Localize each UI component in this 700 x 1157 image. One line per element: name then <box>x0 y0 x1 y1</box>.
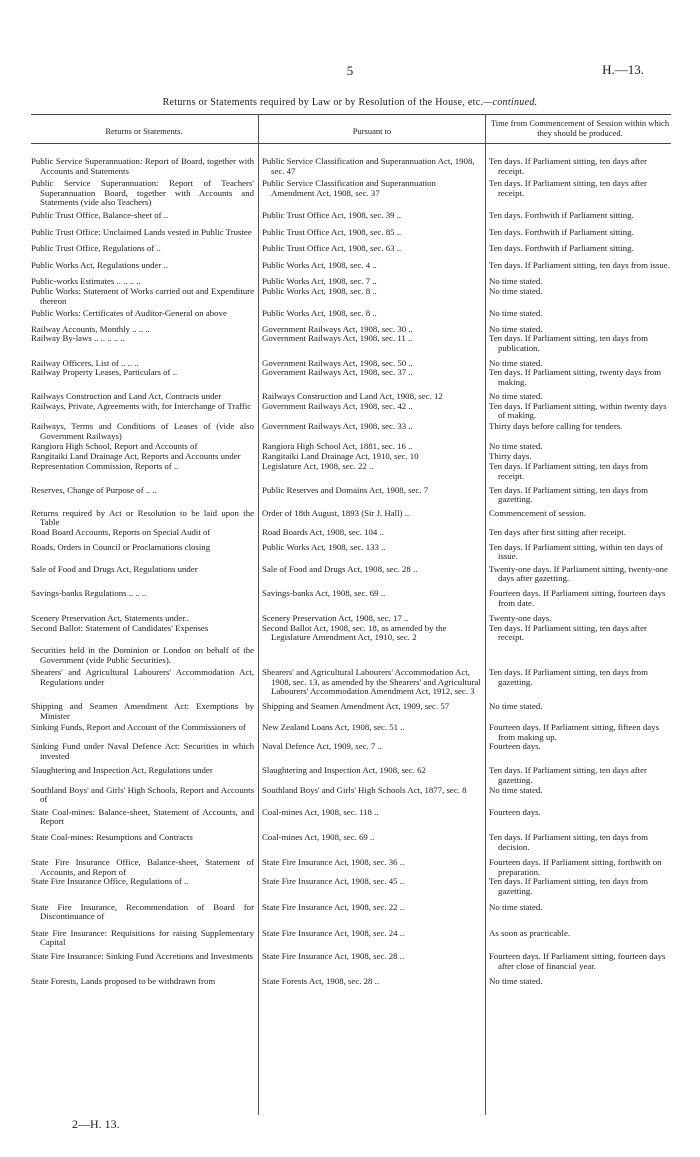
pursuant-cell <box>257 723 484 742</box>
time-cell-text: No time stated. <box>489 308 543 319</box>
time-cell-text: Thirty days before calling for tenders. <box>489 421 623 432</box>
time-cell <box>484 261 671 271</box>
return-cell <box>31 786 257 805</box>
time-cell-text: Fourteen days. <box>489 806 541 817</box>
pursuant-cell-text: Government Railways Act, 1908, sec. 42 .. <box>262 400 413 411</box>
time-cell <box>484 422 671 441</box>
return-cell <box>31 228 257 238</box>
time-cell <box>484 786 671 805</box>
return-cell <box>31 589 257 608</box>
return-cell <box>31 903 257 922</box>
table-row <box>31 261 671 271</box>
return-cell-text: Savings-banks Regulations .. .. .. <box>31 587 147 598</box>
pursuant-cell-text: Shearers' and Agricultural Labourers' Accommodation Act, 1908, sec. 13, as amended by the Shearers' and Agricultural Labourers' Accommodation Amendment Act, 1912, sec. 3 <box>262 667 481 697</box>
pursuant-cell-text: Public Works Act, 1908, sec. 133 .. <box>262 541 386 552</box>
return-cell <box>31 877 257 896</box>
pursuant-cell-text: Road Boards Act, 1908, sec. 104 .. <box>262 527 384 537</box>
return-cell <box>31 646 257 665</box>
pursuant-cell <box>257 334 484 353</box>
return-cell-text: Rangitaiki Land Drainage Act, Reports and Accounts under <box>31 450 241 461</box>
return-cell-text: State Fire Insurance Office, Balance-sheet, Statement of Accounts, and Report of <box>31 857 254 877</box>
pursuant-cell <box>257 646 484 665</box>
time-cell <box>484 589 671 608</box>
time-cell-text: Ten days. If Parliament sitting, ten days after gazetting. <box>489 765 647 786</box>
table-row <box>31 486 671 505</box>
pursuant-cell <box>257 509 484 528</box>
time-cell <box>484 833 671 852</box>
return-cell <box>31 543 257 562</box>
return-cell <box>31 723 257 742</box>
return-cell-text: Railways, Terms and Conditions of Leases of (vide also Government Railways) <box>31 421 254 441</box>
pursuant-cell-text: Public Service Classification and Superannuation Act, 1908, sec. 47 <box>262 156 475 176</box>
column-header-pursuant: Pursuant to <box>352 126 392 136</box>
return-cell <box>31 624 257 643</box>
pursuant-cell <box>257 565 484 584</box>
time-cell <box>484 742 671 761</box>
return-cell-text: Public Works: Statement of Works carried out and Expenditure thereon <box>31 285 254 306</box>
return-cell-text: State Coal-mines: Balance-sheet, Statement of Accounts, and Report <box>31 806 254 827</box>
return-cell-text: Scenery Preservation Act, Statements under.. <box>31 613 190 624</box>
pursuant-cell <box>257 833 484 852</box>
pursuant-cell-text: Savings-banks Act, 1908, sec. 69 .. <box>262 587 386 598</box>
time-cell-text: Commencement of session. <box>489 507 586 518</box>
pursuant-cell-text: Public Trust Office Act, 1908, sec. 85 .. <box>262 226 402 237</box>
time-cell-text: Ten days. If Parliament sitting, ten days from receipt. <box>489 461 648 482</box>
pursuant-cell-text: Rangitaiki Land Drainage Act, 1910, sec. 10 <box>262 450 419 461</box>
table-row <box>31 509 671 528</box>
table-top-rule <box>31 114 671 115</box>
time-cell <box>484 858 671 877</box>
time-cell-text: No time stated. <box>489 901 543 912</box>
pursuant-cell <box>257 261 484 271</box>
return-cell-text: Southland Boys' and Girls' High Schools, Report and Accounts of <box>31 784 254 805</box>
pursuant-cell <box>257 402 484 421</box>
return-cell <box>31 179 257 208</box>
return-cell <box>31 742 257 761</box>
time-cell <box>484 977 671 987</box>
return-cell-text: Railway By-laws .. .. .. .. .. <box>31 333 125 344</box>
time-cell-text: As soon as practicable. <box>489 927 571 938</box>
return-cell-text: Sinking Funds, Report and Account of the Commissioners of <box>31 722 246 733</box>
table-row <box>31 157 671 176</box>
time-cell-text: Ten days. If Parliament sitting, ten days from gazetting. <box>489 667 648 687</box>
table-row <box>31 742 671 761</box>
pursuant-cell <box>257 624 484 643</box>
pursuant-cell <box>257 309 484 319</box>
header-bottom-rule <box>31 143 671 144</box>
table-row <box>31 766 671 785</box>
return-cell <box>31 261 257 271</box>
pursuant-cell <box>257 877 484 896</box>
pursuant-cell <box>257 929 484 948</box>
return-cell <box>31 833 257 852</box>
pursuant-cell-text: Railways Construction and Land Act, 1908, sec. 12 <box>262 391 443 402</box>
pursuant-cell <box>257 244 484 254</box>
table-row <box>31 565 671 584</box>
pursuant-cell-text: State Fire Insurance Act, 1908, sec. 36 .. <box>262 857 405 868</box>
return-cell-text: Sale of Food and Drugs Act, Regulations under <box>31 563 198 574</box>
return-cell-text: State Forests, Lands proposed to be withdrawn from <box>31 976 216 987</box>
return-cell-text: Slaughtering and Inspection Act, Regulations under <box>31 765 213 776</box>
time-cell-text: Ten days. If Parliament sitting, ten days from decision. <box>489 832 648 852</box>
return-cell-text: State Coal-mines: Resumptions and Contracts <box>31 832 193 843</box>
table-body <box>31 157 671 987</box>
time-cell-text: Ten days. If Parliament sitting, within ten days of issue. <box>489 541 663 562</box>
time-cell-text: Fourteen days. If Parliament sitting, fourteen days from date. <box>489 587 666 608</box>
pursuant-cell-text: Public Works Act, 1908, sec. 7 .. <box>262 276 377 287</box>
time-cell-text: Fourteen days. <box>489 741 541 752</box>
return-cell-text: Securities held in the Dominion or London on behalf of the Government (vide Public Securities). <box>31 644 254 665</box>
time-cell <box>484 702 671 721</box>
pursuant-cell <box>257 952 484 971</box>
time-cell-text: No time stated. <box>489 784 543 795</box>
return-cell-text: Railway Officers, List of .. .. .. <box>31 357 139 368</box>
pursuant-cell-text: Coal-mines Act, 1908, sec. 69 .. <box>262 832 375 843</box>
table-row <box>31 452 671 462</box>
time-cell <box>484 668 671 697</box>
return-cell <box>31 528 257 538</box>
time-cell <box>484 509 671 528</box>
return-cell <box>31 952 257 971</box>
table-row <box>31 646 671 665</box>
pursuant-cell <box>257 368 484 387</box>
pursuant-cell-text: Public Reserves and Domains Act, 1908, sec. 7 <box>262 484 429 495</box>
document-reference: H.—13. <box>602 62 644 77</box>
table-row <box>31 543 671 562</box>
pursuant-cell <box>257 157 484 176</box>
table-row <box>31 977 671 987</box>
return-cell-text: Sinking Fund under Naval Defence Act: Securities in which invested <box>31 741 254 761</box>
pursuant-cell-text: Legislature Act, 1908, sec. 22 .. <box>262 461 374 472</box>
table-row <box>31 462 671 481</box>
table-row <box>31 228 671 238</box>
return-cell <box>31 509 257 528</box>
column-header-time: Time from Commencement of Session within which they should be produced. <box>490 118 670 138</box>
time-cell-text: Thirty days. <box>489 450 532 461</box>
pursuant-cell-text: State Forests Act, 1908, sec. 28 .. <box>262 976 380 987</box>
pursuant-cell-text: Government Railways Act, 1908, sec. 30 .. <box>262 323 413 334</box>
return-cell-text: State Fire Insurance, Recommendation of Board for Discontinuance of <box>31 901 254 922</box>
table-row <box>31 702 671 721</box>
time-cell <box>484 543 671 562</box>
return-cell <box>31 368 257 387</box>
table-row <box>31 309 671 319</box>
pursuant-cell <box>257 668 484 697</box>
time-cell <box>484 808 671 827</box>
table-row <box>31 877 671 896</box>
return-cell <box>31 808 257 827</box>
return-cell <box>31 486 257 505</box>
time-cell-text: Fourteen days. If Parliament sitting, fifteen days from making up. <box>489 722 660 742</box>
pursuant-cell-text: Order of 18th August, 1893 (Sir J. Hall) .. <box>262 507 410 518</box>
time-cell-text: Ten days. If Parliament sitting, twenty days from making. <box>489 367 662 387</box>
page-number: 5 <box>346 63 354 78</box>
table-row <box>31 368 671 387</box>
pursuant-cell-text: Southland Boys' and Girls' High Schools Act, 1877, sec. 8 <box>262 784 467 795</box>
table-row <box>31 528 671 538</box>
pursuant-cell-text: Public Trust Office Act, 1908, sec. 39 .. <box>262 209 402 220</box>
time-cell <box>484 929 671 948</box>
time-cell-text: No time stated. <box>489 323 543 334</box>
return-cell <box>31 244 257 254</box>
table-row <box>31 179 671 208</box>
pursuant-cell-text: Government Railways Act, 1908, sec. 50 .. <box>262 357 413 368</box>
return-cell <box>31 766 257 785</box>
pursuant-cell-text: State Fire Insurance Act, 1908, sec. 22 .. <box>262 901 405 912</box>
return-cell <box>31 462 257 481</box>
pursuant-cell <box>257 808 484 827</box>
time-cell <box>484 211 671 221</box>
return-cell-text: Public Service Superannuation: Report of Teachers' Superannuation Board, together with Accounts and Statements (vide also Teachers) <box>31 178 254 208</box>
pursuant-cell <box>257 858 484 877</box>
pursuant-cell-text: Slaughtering and Inspection Act, 1908, sec. 62 <box>262 765 426 776</box>
pursuant-cell-text: Government Railways Act, 1908, sec. 33 .. <box>262 421 413 432</box>
time-cell-text: Ten days. Forthwith if Parliament sitting. <box>489 226 634 237</box>
pursuant-cell-text: Sale of Food and Drugs Act, 1908, sec. 28 .. <box>262 563 418 574</box>
time-cell-text: No time stated. <box>489 357 543 368</box>
return-cell-text: Public Trust Office: Unclaimed Lands vested in Public Trustee <box>31 226 252 237</box>
return-cell-text: Shearers' and Agricultural Labourers' Accommodation Act, Regulations under <box>31 667 254 687</box>
return-cell <box>31 452 257 462</box>
return-cell <box>31 977 257 987</box>
time-cell <box>484 646 671 665</box>
time-cell-text: Ten days. Forthwith if Parliament sitting. <box>489 243 634 254</box>
time-cell-text: Fourteen days. If Parliament sitting, fourteen days after close of financial year. <box>489 950 666 971</box>
return-cell-text: Public Trust Office, Balance-sheet of .. <box>31 209 169 220</box>
pursuant-cell-text: State Fire Insurance Act, 1908, sec. 28 .. <box>262 950 405 961</box>
table-row <box>31 808 671 827</box>
time-cell <box>484 624 671 643</box>
time-cell <box>484 309 671 319</box>
time-cell <box>484 179 671 208</box>
title-main: Returns or Statements required by Law or by Resolution of the House, etc. <box>162 97 484 108</box>
return-cell <box>31 334 257 353</box>
table-row <box>31 723 671 742</box>
pursuant-cell-text: Public Works Act, 1908, sec. 4 .. <box>262 259 377 270</box>
pursuant-cell <box>257 702 484 721</box>
return-cell-text: Roads, Orders in Council or Proclamations closing <box>31 541 211 552</box>
pursuant-cell <box>257 742 484 761</box>
time-cell <box>484 452 671 462</box>
return-cell <box>31 565 257 584</box>
pursuant-cell <box>257 528 484 538</box>
table-row <box>31 589 671 608</box>
return-cell <box>31 929 257 948</box>
time-cell-text: Twenty-one days. If Parliament sitting, twenty-one days after gazetting. <box>489 563 668 584</box>
table-row <box>31 334 671 353</box>
return-cell-text: Public Works Act, Regulations under .. <box>31 259 168 270</box>
pursuant-cell <box>257 211 484 221</box>
return-cell <box>31 287 257 306</box>
pursuant-cell-text: Public Trust Office Act, 1908, sec. 63 .. <box>262 243 402 254</box>
return-cell <box>31 422 257 441</box>
pursuant-cell-text: Public Service Classification and Superannuation Amendment Act, 1908, sec. 37 <box>262 178 436 198</box>
pursuant-cell <box>257 786 484 805</box>
pursuant-cell-text: Coal-mines Act, 1908, sec. 118 .. <box>262 806 379 817</box>
table-row <box>31 833 671 852</box>
time-cell <box>484 228 671 238</box>
table-row <box>31 402 671 421</box>
return-cell <box>31 309 257 319</box>
table-row <box>31 786 671 805</box>
return-cell <box>31 858 257 877</box>
time-cell <box>484 462 671 481</box>
return-cell-text: State Fire Insurance: Requisitions for raising Supplementary Capital <box>31 927 254 948</box>
pursuant-cell <box>257 287 484 306</box>
time-cell-text: Ten days after first sitting after receipt. <box>489 527 626 537</box>
footer-signature: 2—H. 13. <box>72 1117 120 1131</box>
time-cell <box>484 565 671 584</box>
table-row <box>31 211 671 221</box>
time-cell-text: Ten days. Forthwith if Parliament sitting. <box>489 209 634 220</box>
page-title <box>0 97 700 108</box>
pursuant-cell <box>257 903 484 922</box>
pursuant-cell <box>257 422 484 441</box>
return-cell <box>31 157 257 176</box>
time-cell-text: No time stated. <box>489 700 543 711</box>
time-cell-text: Ten days. If Parliament sitting, ten days after receipt. <box>489 156 647 176</box>
return-cell-text: Public-works Estimates .. .. .. .. <box>31 276 141 287</box>
return-cell <box>31 668 257 697</box>
pursuant-cell-text: Shipping and Seamen Amendment Act, 1909, sec. 57 <box>262 700 450 711</box>
time-cell-text: Ten days. If Parliament sitting, ten days after receipt. <box>489 622 647 643</box>
table-row <box>31 668 671 697</box>
pursuant-cell-text: Rangiora High School Act, 1881, sec. 16 .. <box>262 441 413 452</box>
time-cell <box>484 402 671 421</box>
time-cell <box>484 486 671 505</box>
table-row <box>31 903 671 922</box>
return-cell-text: Railways, Private, Agreements with, for Interchange of Traffic <box>31 400 252 411</box>
time-cell <box>484 952 671 971</box>
return-cell-text: Representation Commission, Reports of .. <box>31 461 179 472</box>
time-cell <box>484 903 671 922</box>
time-cell <box>484 157 671 176</box>
time-cell-text: Ten days. If Parliament sitting, ten days from gazetting. <box>489 876 648 896</box>
time-cell <box>484 334 671 353</box>
pursuant-cell <box>257 462 484 481</box>
time-cell-text: Ten days. If Parliament sitting, ten days from gazetting. <box>489 484 648 505</box>
time-cell <box>484 766 671 785</box>
time-cell-text: No time stated. <box>489 976 543 987</box>
time-cell-text: Ten days. If Parliament sitting, within twenty days of making. <box>489 400 667 421</box>
table-row <box>31 422 671 441</box>
return-cell-text: State Fire Insurance Office, Regulations of .. <box>31 876 189 887</box>
table-row <box>31 287 671 306</box>
time-cell <box>484 244 671 254</box>
pursuant-cell <box>257 452 484 462</box>
return-cell-text: Rangiora High School, Report and Accounts of <box>31 441 198 452</box>
pursuant-cell <box>257 486 484 505</box>
time-cell-text: No time stated. <box>489 391 543 402</box>
table-row <box>31 929 671 948</box>
return-cell-text: Railway Accounts, Monthly .. .. .. <box>31 323 150 334</box>
pursuant-cell <box>257 179 484 208</box>
pursuant-cell-text: New Zealand Loans Act, 1908, sec. 51 .. <box>262 722 405 733</box>
pursuant-cell-text: State Fire Insurance Act, 1908, sec. 45 .. <box>262 876 405 887</box>
return-cell <box>31 211 257 221</box>
table-row <box>31 624 671 643</box>
table-row <box>31 858 671 877</box>
time-cell-text: Ten days. If Parliament sitting, ten days after receipt. <box>489 178 647 198</box>
pursuant-cell <box>257 589 484 608</box>
pursuant-cell-text: State Fire Insurance Act, 1908, sec. 24 .. <box>262 927 405 938</box>
return-cell-text: Road Board Accounts, Reports on Special Audit of <box>31 527 211 537</box>
return-cell-text: State Fire Insurance: Sinking Fund Accretions and Investments <box>31 950 254 961</box>
time-cell <box>484 877 671 896</box>
return-cell-text: Reserves, Change of Purpose of .. .. <box>31 484 157 495</box>
pursuant-cell-text: Public Works Act, 1908, sec. 8 .. <box>262 285 377 296</box>
return-cell-text: Second Ballot: Statement of Candidates' Expenses <box>31 622 209 633</box>
column-header-returns: Returns or Statements. <box>105 126 183 136</box>
time-cell <box>484 528 671 538</box>
time-cell-text: No time stated. <box>489 285 543 296</box>
time-cell-text: Fourteen days. If Parliament sitting, forthwith on preparation. <box>489 857 662 877</box>
return-cell-text: Public Service Superannuation: Report of Board, together with Accounts and Statements <box>31 156 254 176</box>
pursuant-cell <box>257 766 484 785</box>
time-cell <box>484 368 671 387</box>
pursuant-cell-text: Naval Defence Act, 1909, sec. 7 .. <box>262 741 382 752</box>
pursuant-cell-text: Government Railways Act, 1908, sec. 11 .. <box>262 333 413 344</box>
return-cell-text: Railways Construction and Land Act, Contracts under <box>31 391 222 402</box>
time-cell <box>484 723 671 742</box>
pursuant-cell-text: Government Railways Act, 1908, sec. 37 .. <box>262 367 413 378</box>
pursuant-cell-text: Second Ballot Act, 1908, sec. 18, as amended by the Legislature Amendment Act, 1910, sec. 2 <box>262 622 447 643</box>
time-cell-text: Twenty-one days. <box>489 613 552 624</box>
return-cell-text: Public Works: Certificates of Auditor-General on above <box>31 308 227 319</box>
pursuant-cell-text: Public Works Act, 1908, sec. 8 .. <box>262 308 377 319</box>
time-cell-text: No time stated. <box>489 276 543 287</box>
return-cell <box>31 402 257 421</box>
time-cell-text: No time stated. <box>489 441 543 452</box>
pursuant-cell-text: Scenery Preservation Act, 1908, sec. 17 .. <box>262 613 409 624</box>
pursuant-cell <box>257 977 484 987</box>
title-continued: —continued. <box>483 97 538 108</box>
return-cell-text: Public Trust Office, Regulations of .. <box>31 243 161 254</box>
return-cell-text: Railway Property Leases, Particulars of .. <box>31 367 178 378</box>
pursuant-cell <box>257 228 484 238</box>
time-cell <box>484 287 671 306</box>
time-cell-text: Ten days. If Parliament sitting, ten days from publication. <box>489 333 648 353</box>
return-cell <box>31 702 257 721</box>
time-cell-text: Ten days. If Parliament sitting, ten days from issue. <box>489 259 670 270</box>
pursuant-cell <box>257 543 484 562</box>
table-row <box>31 952 671 971</box>
return-cell-text: Returns required by Act or Resolution to be laid upon the Table <box>31 507 254 528</box>
return-cell-text: Shipping and Seamen Amendment Act: Exemptions by Minister <box>31 700 254 721</box>
table-row <box>31 244 671 254</box>
